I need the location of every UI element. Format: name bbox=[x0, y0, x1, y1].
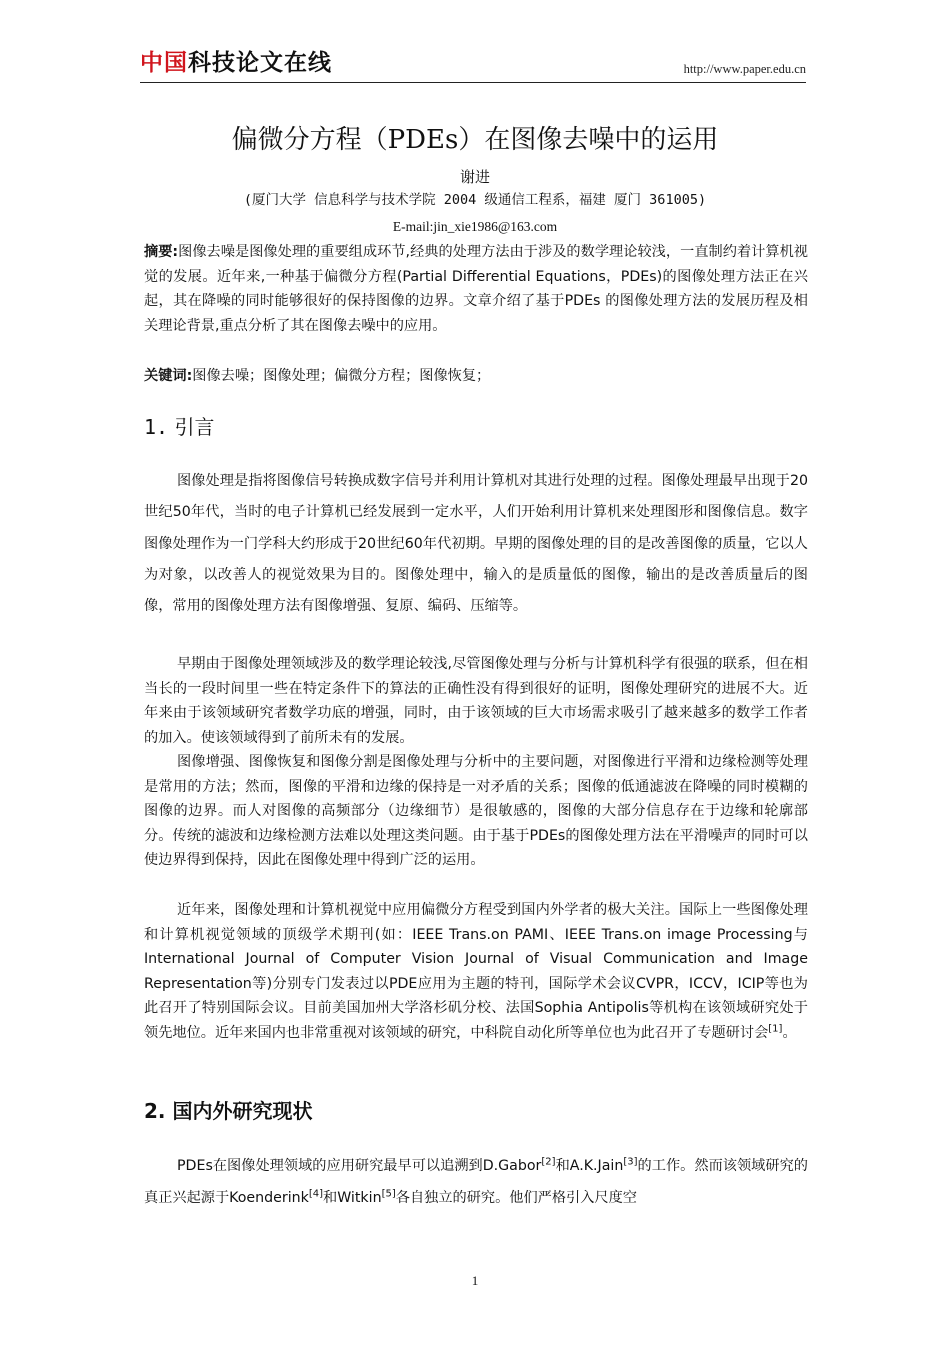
citation-ref[interactable]: [1] bbox=[768, 1023, 783, 1035]
paper-author: 谢进 bbox=[459, 168, 490, 186]
section-title: 引言 bbox=[174, 415, 215, 439]
section-number: 2. bbox=[144, 1099, 166, 1123]
paper-title: 偏微分方程（PDEs）在图像去噪中的运用 bbox=[231, 125, 719, 155]
abstract-text: 图像去噪是图像处理的重要组成环节,经典的处理方法由于涉及的数学理论较浅，一直制约着计算机视觉的发展。近年来,一种基于偏微分方程(Partial Differential Equations，PDEs)的图像处理方法正在兴起，其在降噪的同时能够很好的保持图像的边界。文章介绍了基于PDEs 的图像处理方法的发展历程及相关理论背景,重点分析了其在图像去噪中的应用。 bbox=[144, 244, 808, 334]
section-number: 1. bbox=[144, 415, 169, 439]
citation-ref[interactable]: [5] bbox=[381, 1188, 396, 1200]
paragraph bbox=[144, 898, 808, 1046]
paper-email[interactable]: E-mail:jin_xie1986@163.com bbox=[392, 219, 558, 234]
keywords-label: 关键词: bbox=[144, 368, 193, 384]
paragraph-text: 各自独立的研究。他们严格引入尺度空 bbox=[395, 1190, 637, 1206]
keywords-text: 图像去噪；图像处理；偏微分方程；图像恢复； bbox=[192, 368, 491, 384]
paragraph-text: 近年来，图像处理和计算机视觉中应用偏微分方程受到国内外学者的极大关注。国际上一些图像处理和计算机视觉领域的顶级学术期刊(如：IEEE Trans.on PAMI、IEEE Trans.on image Processing与International Journal of Computer Vision Journal of Visual Communication and Image Representation等)分别专门发表过以PDE应用为主题的特刊，国际学术会议CVPR，ICCV，ICIP等也为此召开了特别国际会议。目前美国加州大学洛杉矶分校、法国Sophia Antipolis等机构在该领域研究处于领先地位。近年来国内也非常重视对该领域的研究，中科院自动化所等单位也为此召开了专题研讨会 bbox=[144, 902, 808, 1041]
abstract bbox=[144, 240, 808, 338]
paragraph-text: 和A.K.Jain bbox=[555, 1158, 624, 1174]
section-heading-1 bbox=[144, 413, 808, 441]
paragraph: 早期由于图像处理领域涉及的数学理论较浅,尽管图像处理与分析与计算机科学有很强的联系，但在相当长的一段时间里一些在特定条件下的算法的正确性没有得到很好的证明，图像处理研究的进展不大。近年来由于该领域研究者数学功底的增强，同时，由于该领域的巨大市场需求吸引了越来越多的数学工作者的加入。使该领域得到了前所未有的发展。 bbox=[144, 656, 808, 746]
citation-ref[interactable]: [4] bbox=[308, 1188, 324, 1200]
header-url[interactable]: http://www.paper.edu.cn bbox=[683, 62, 806, 76]
site-logo bbox=[140, 48, 332, 78]
page-header bbox=[140, 48, 806, 83]
paragraph: 图像处理是指将图像信号转换成数字信号并利用计算机对其进行处理的过程。图像处理最早出现于20世纪50年代，当时的电子计算机已经发展到一定水平，人们开始利用计算机来处理图形和图像信息。数字图像处理作为一门学科大约形成于20世纪60年代初期。早期的图像处理的目的是改善图像的质量，它以人为对象，以改善人的视觉效果为目的。图像处理中，输入的是质量低的图像，输出的是改善质量后的图像，常用的图像处理方法有图像增强、复原、编码、压缩等。 bbox=[144, 473, 808, 615]
section-title: 国内外研究现状 bbox=[172, 1099, 313, 1123]
paragraph-text: 的工作。然而该领域研究的真正兴起源于Koenderink bbox=[144, 1158, 808, 1206]
citation-ref[interactable]: [2] bbox=[541, 1156, 556, 1168]
paragraph: 图像增强、图像恢复和图像分割是图像处理与分析中的主要问题，对图像进行平滑和边缘检测等处理是常用的方法；然而，图像的平滑和边缘的保持是一对矛盾的关系；图像的低通滤波在降噪的同时模糊的图像的边界。而人对图像的高频部分（边缘细节）是很敏感的，图像的大部分信息存在于边缘和轮廓部分。传统的滤波和边缘检测方法难以处理这类问题。由于基于PDEs的图像处理方法在平滑噪声的同时可以使边界得到保持，因此在图像处理中得到广泛的运用。 bbox=[144, 754, 808, 869]
citation-ref[interactable]: [3] bbox=[623, 1156, 638, 1168]
paragraph-text: PDEs在图像处理领域的应用研究最早可以追溯到D.Gabor bbox=[177, 1158, 542, 1174]
paragraph-end: 。 bbox=[782, 1024, 797, 1041]
paragraph bbox=[144, 1150, 808, 1214]
logo-black-part: 科技论文在线 bbox=[188, 50, 332, 76]
section-heading-2 bbox=[144, 1097, 808, 1125]
logo-red-part: 中国 bbox=[140, 50, 188, 76]
paper-affiliation: (厦门大学 信息科学与技术学院 2004 级通信工程系，福建 厦门 361005) bbox=[243, 192, 707, 208]
page-number: 1 bbox=[471, 1273, 479, 1288]
abstract-label: 摘要: bbox=[144, 244, 179, 260]
paragraph-text: 和Witkin bbox=[323, 1190, 382, 1206]
keywords bbox=[144, 364, 808, 389]
